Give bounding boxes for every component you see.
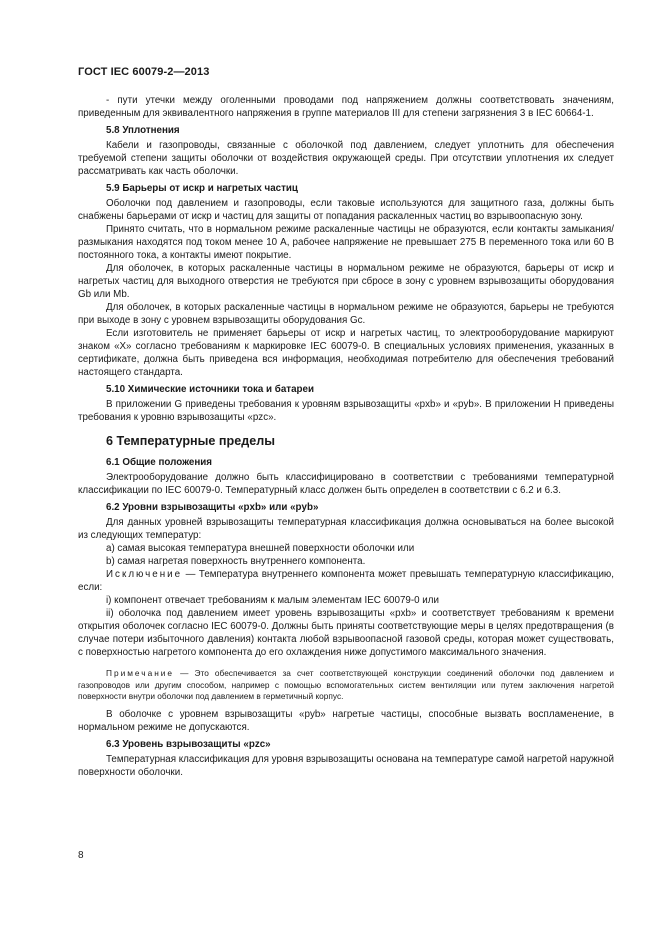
section-heading-5-9: 5.9 Барьеры от искр и нагретых частиц	[106, 183, 298, 194]
note-label: Примечание	[106, 668, 175, 678]
list-item: b) самая нагретая поверхность внутреннего компонента.	[106, 556, 366, 567]
paragraph: Кабели и газопроводы, связанные с оболочкой под давлением, следует уплотнить для обеспечения требуемой степени защиты оболочки от воздействия окружающей среды. При отсутствии уплотнения их следует рассматривать как часть оболочки.	[78, 140, 614, 177]
section-heading-6: 6 Температурные пределы	[106, 434, 275, 448]
list-item: ii) оболочка под давлением имеет уровень взрывозащиты «pxb» и соответствует требованиям к времени открытия оболочек согласно IEC 60079-0. Должны быть приняты соответствующие меры в целях предотвращения (в случае потери избыточного давления) контакта любой взрывоопасной газовой среды, которая может существовать, с поверхностью нагретого компонента до его охлаждения ниже допустимого максимального значения.	[78, 608, 614, 658]
paragraph: В оболочке с уровнем взрывозащиты «pyb» нагретые частицы, способные вызвать воспламенение, в нормальном режиме не допускаются.	[78, 708, 614, 733]
section-heading-5-10: 5.10 Химические источники тока и батареи	[106, 384, 314, 395]
paragraph: В приложении G приведены требования к уровням взрывозащиты «pxb» и «pyb». В приложении H приведены требования к уровню взрывозащиты «pzc».	[78, 399, 614, 423]
paragraph: Температурная классификация для уровня взрывозащиты основана на температуре самой нагретой наружной поверхности оболочки.	[78, 753, 614, 778]
section-heading-6-2: 6.2 Уровни взрывозащиты «pxb» или «pyb»	[106, 502, 319, 513]
paragraph: Если изготовитель не применяет барьеры от искр и нагретых частиц, то электрооборудование маркируют знаком «X» согласно требованиям к маркировке IEC 60079-0. В специальных условиях применения, указанных в сертификате, должна быть приведена вся информация, необходимая потребителю для обеспечения требований настоящего стандарта.	[78, 328, 614, 378]
paragraph: Для данных уровней взрывозащиты температурная классификация должна основываться на более высокой из следующих температур:	[78, 517, 614, 541]
paragraph: Электрооборудование должно быть классифицировано в соответствии с требованиями температурной классификации по IEC 60079-0. Температурный класс должен быть определен в соответствии с 6.2 и 6.3.	[78, 472, 614, 496]
note-text: — Это обеспечивается за счет соответствующей конструкции соединений оболочки под давлением и газопроводов или другим способом, например с помощью вспомогательных систем вентиляции или путем заключения нагретой поверхности внутри оболочки под давлением в герметичный корпус.	[78, 668, 614, 701]
exception-paragraph	[78, 568, 614, 594]
section-heading-6-3: 6.3 Уровень взрывозащиты «pzc»	[106, 738, 271, 750]
page-body	[78, 94, 614, 779]
page-number: 8	[78, 850, 84, 861]
paragraph: Для оболочек, в которых раскаленные частицы в нормальном режиме не образуются, барьеры от искр и нагретых частиц для выходного отверстия не требуются при сбросе в зону с уровнем взрывозащиты оборудования Gb или Mb.	[78, 263, 614, 300]
section-heading-5-8: 5.8 Уплотнения	[106, 125, 180, 136]
document-header: ГОСТ IEC 60079-2—2013	[78, 66, 210, 78]
paragraph: - пути утечки между оголенными проводами под напряжением должны соответствовать значениям, приведенным для эквивалентного напряжения в группе материалов III для степени загрязнения 3 в IEC 60664-1.	[78, 95, 614, 119]
exception-label: Исключение	[106, 569, 183, 580]
list-item: a) самая высокая температура внешней поверхности оболочки или	[106, 543, 415, 554]
exception-text: — Температура внутреннего компонента может превышать температурную классификацию, если:	[78, 569, 614, 593]
paragraph: Для оболочек, в которых раскаленные частицы в нормальном режиме не образуются, барьеры не требуются при выходе в зону с уровнем взрывозащиты оборудования Gc.	[78, 302, 614, 326]
list-item: i) компонент отвечает требованиям к малым элементам IEC 60079-0 или	[106, 595, 439, 606]
paragraph: Принято считать, что в нормальном режиме раскаленные частицы не образуются, если контакты замыкания/размыкания находятся под током менее 10 А, рабочее напряжение не превышает 275 В переменного тока или 60 В постоянного тока, а контакты имеют покрытие.	[78, 224, 614, 261]
note-paragraph	[78, 668, 614, 703]
section-heading-6-1: 6.1 Общие положения	[106, 457, 213, 468]
paragraph: Оболочки под давлением и газопроводы, если таковые используются для защитного газа, должны быть снабжены барьерами от искр и частиц для защиты от попадания раскаленных частиц во взрывоопасную зону.	[78, 198, 614, 222]
